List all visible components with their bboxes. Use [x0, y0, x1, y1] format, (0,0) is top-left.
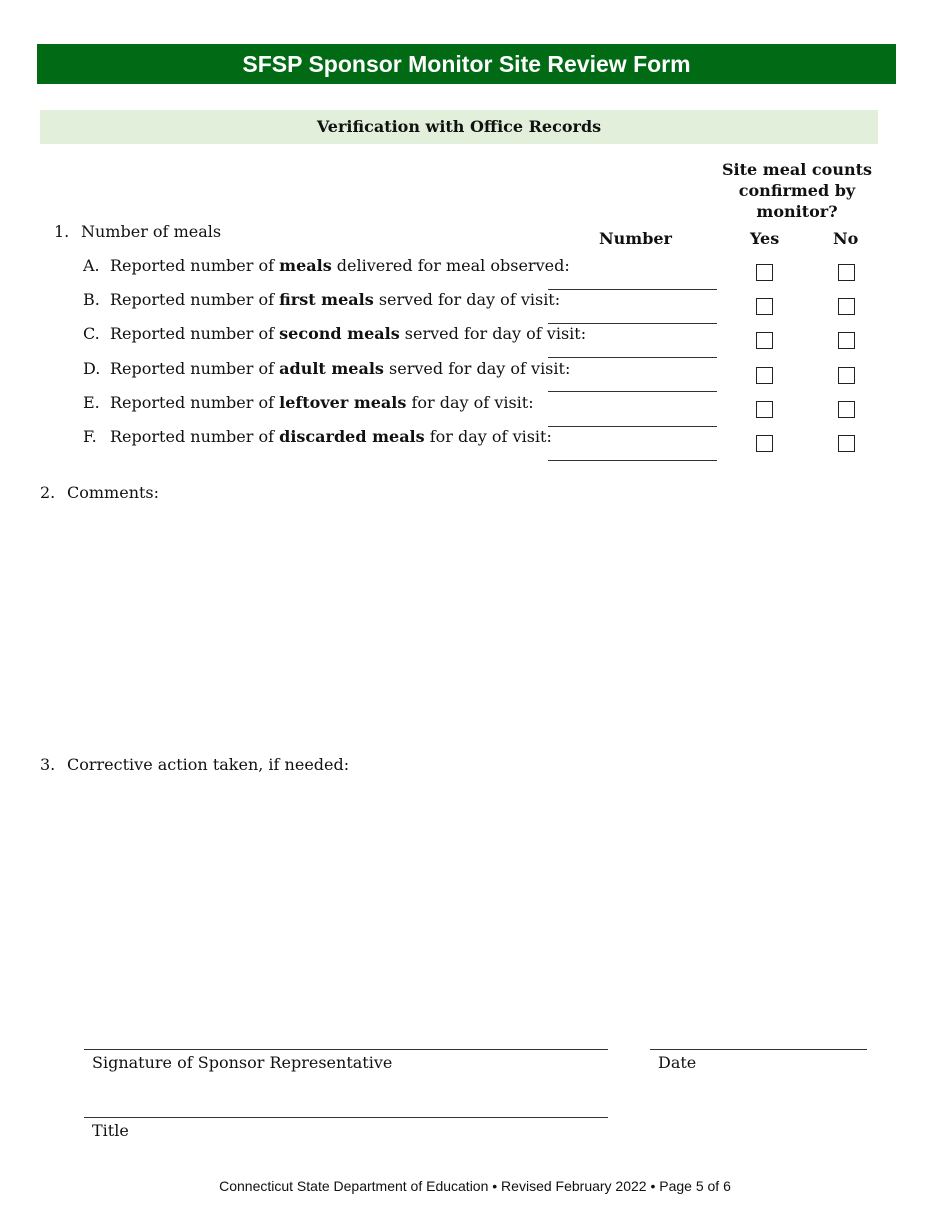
comments-area[interactable]: [67, 510, 877, 740]
date-line[interactable]: [650, 1049, 867, 1050]
yes-checkbox[interactable]: [756, 401, 773, 418]
no-checkbox[interactable]: [838, 435, 855, 452]
item-letter: E.: [83, 393, 100, 412]
question-1-number: 1.: [54, 222, 70, 241]
yes-checkbox[interactable]: [756, 264, 773, 281]
number-entry-line[interactable]: [548, 289, 717, 290]
question-3-number: 3.: [40, 755, 56, 774]
no-checkbox[interactable]: [838, 401, 855, 418]
title-line[interactable]: [84, 1117, 608, 1118]
no-checkbox[interactable]: [838, 298, 855, 315]
yes-checkbox[interactable]: [756, 298, 773, 315]
item-letter: D.: [83, 359, 101, 378]
item-letter: F.: [83, 427, 97, 446]
section-title: Verification with Office Records: [316, 117, 602, 136]
page-footer: Connecticut State Department of Education • Revised February 2022 • Page 5 of 6: [219, 1178, 731, 1194]
item-text: Reported number of meals delivered for meal observed:: [110, 256, 570, 275]
no-checkbox[interactable]: [838, 367, 855, 384]
yes-column-heading: Yes: [750, 229, 780, 248]
item-text: Reported number of second meals served for day of visit:: [110, 324, 587, 343]
item-text: Reported number of leftover meals for day of visit:: [110, 393, 534, 412]
item-text: Reported number of first meals served for day of visit:: [110, 290, 561, 309]
question-2-number: 2.: [40, 483, 56, 502]
number-entry-line[interactable]: [548, 357, 717, 358]
no-checkbox[interactable]: [838, 264, 855, 281]
form-title: SFSP Sponsor Monitor Site Review Form: [242, 51, 691, 77]
no-column-heading: No: [833, 229, 859, 248]
number-entry-line[interactable]: [548, 460, 717, 461]
item-letter: C.: [83, 324, 100, 343]
title-label: Title: [92, 1121, 129, 1140]
yes-checkbox[interactable]: [756, 332, 773, 349]
confirm-column-heading: Site meal counts confirmed by monitor?: [722, 160, 872, 221]
no-checkbox[interactable]: [838, 332, 855, 349]
yes-checkbox[interactable]: [756, 435, 773, 452]
question-2-label: Comments:: [67, 483, 160, 502]
date-label: Date: [658, 1053, 697, 1072]
corrective-action-area[interactable]: [67, 782, 877, 1032]
question-3-label: Corrective action taken, if needed:: [67, 755, 350, 774]
sponsor-signature-label: Signature of Sponsor Representative: [92, 1053, 393, 1072]
form-title-banner: [37, 44, 896, 84]
item-text: Reported number of adult meals served for day of visit:: [110, 359, 571, 378]
number-entry-line[interactable]: [548, 426, 717, 427]
section-header: [40, 110, 878, 144]
yes-checkbox[interactable]: [756, 367, 773, 384]
number-column-heading: Number: [599, 229, 672, 248]
question-1-label: Number of meals: [81, 222, 222, 241]
item-letter: B.: [83, 290, 100, 309]
item-letter: A.: [83, 256, 100, 275]
item-text: Reported number of discarded meals for day of visit:: [110, 427, 552, 446]
sponsor-signature-line[interactable]: [84, 1049, 608, 1050]
number-entry-line[interactable]: [548, 391, 717, 392]
